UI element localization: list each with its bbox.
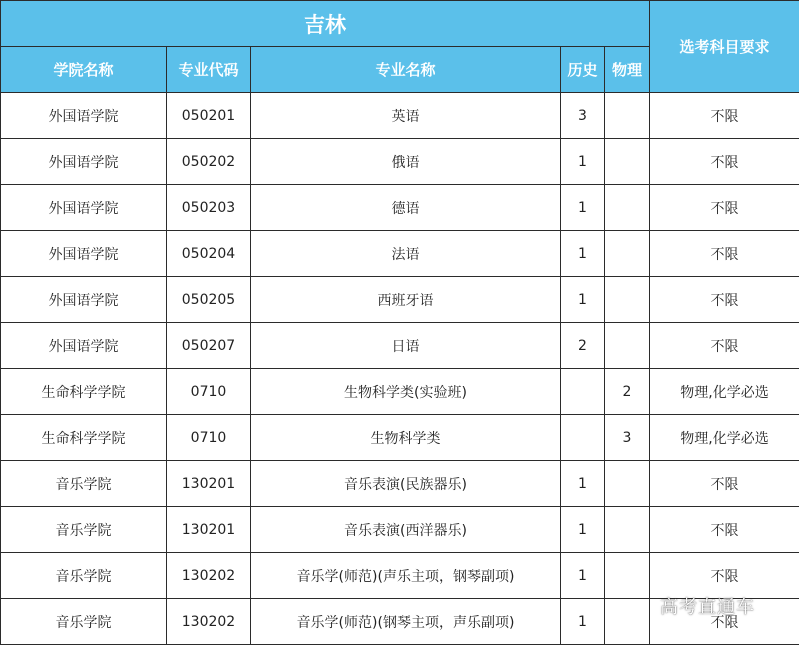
table-title: 吉林 (1, 1, 650, 47)
table-body (1, 93, 799, 645)
cell-college: 外国语学院 (1, 185, 167, 231)
table-row (1, 323, 799, 369)
cell-major: 俄语 (251, 139, 561, 185)
table-row (1, 553, 799, 599)
table-row (1, 461, 799, 507)
cell-code: 050202 (167, 139, 251, 185)
cell-code: 050205 (167, 277, 251, 323)
cell-history: 1 (561, 553, 605, 599)
cell-history: 2 (561, 323, 605, 369)
cell-requirement: 不限 (650, 461, 799, 507)
cell-requirement: 物理,化学必选 (650, 415, 799, 461)
cell-major: 生物科学类 (251, 415, 561, 461)
cell-major: 音乐学(师范)(声乐主项，钢琴副项) (251, 553, 561, 599)
table-row (1, 185, 799, 231)
cell-physics: 3 (605, 415, 650, 461)
cell-history: 1 (561, 461, 605, 507)
cell-physics (605, 93, 650, 139)
table-row (1, 231, 799, 277)
cell-requirement: 不限 (650, 323, 799, 369)
cell-college: 音乐学院 (1, 461, 167, 507)
cell-college: 音乐学院 (1, 553, 167, 599)
cell-physics (605, 553, 650, 599)
header-major: 专业名称 (251, 47, 561, 93)
cell-physics (605, 599, 650, 645)
header-requirement: 选考科目要求 (650, 1, 799, 93)
cell-code: 130202 (167, 599, 251, 645)
cell-major: 日语 (251, 323, 561, 369)
table-row (1, 507, 799, 553)
cell-college: 外国语学院 (1, 231, 167, 277)
cell-history: 1 (561, 139, 605, 185)
cell-physics (605, 231, 650, 277)
cell-college: 外国语学院 (1, 277, 167, 323)
cell-college: 外国语学院 (1, 139, 167, 185)
cell-college: 外国语学院 (1, 323, 167, 369)
cell-physics (605, 507, 650, 553)
header-college: 学院名称 (1, 47, 167, 93)
cell-history: 1 (561, 507, 605, 553)
cell-physics (605, 185, 650, 231)
cell-major: 英语 (251, 93, 561, 139)
table-row (1, 93, 799, 139)
cell-major: 音乐表演(民族器乐) (251, 461, 561, 507)
table-row (1, 369, 799, 415)
cell-code: 050207 (167, 323, 251, 369)
cell-history: 3 (561, 93, 605, 139)
cell-requirement: 不限 (650, 139, 799, 185)
cell-history: 1 (561, 277, 605, 323)
table-row (1, 415, 799, 461)
cell-requirement: 不限 (650, 507, 799, 553)
cell-college: 音乐学院 (1, 507, 167, 553)
cell-major: 音乐表演(西洋器乐) (251, 507, 561, 553)
cell-requirement: 不限 (650, 93, 799, 139)
cell-requirement: 不限 (650, 553, 799, 599)
table-row (1, 139, 799, 185)
cell-code: 130201 (167, 507, 251, 553)
cell-requirement: 物理,化学必选 (650, 369, 799, 415)
cell-college: 音乐学院 (1, 599, 167, 645)
cell-major: 德语 (251, 185, 561, 231)
cell-history (561, 369, 605, 415)
cell-code: 0710 (167, 369, 251, 415)
cell-history: 1 (561, 231, 605, 277)
cell-code: 0710 (167, 415, 251, 461)
table-row (1, 277, 799, 323)
cell-college: 外国语学院 (1, 93, 167, 139)
cell-major: 生物科学类(实验班) (251, 369, 561, 415)
cell-physics (605, 139, 650, 185)
cell-major: 音乐学(师范)(钢琴主项，声乐副项) (251, 599, 561, 645)
cell-major: 法语 (251, 231, 561, 277)
cell-requirement: 不限 (650, 277, 799, 323)
cell-requirement: 不限 (650, 231, 799, 277)
header-history: 历史 (561, 47, 605, 93)
watermark-text: 高考直通车 (660, 597, 755, 618)
cell-code: 130201 (167, 461, 251, 507)
cell-code: 050204 (167, 231, 251, 277)
cell-physics (605, 461, 650, 507)
header-physics: 物理 (605, 47, 650, 93)
cell-requirement: 不限 (650, 185, 799, 231)
cell-history: 1 (561, 599, 605, 645)
cell-history: 1 (561, 185, 605, 231)
cell-code: 050201 (167, 93, 251, 139)
cell-requirement: 不限 (650, 599, 799, 645)
cell-code: 050203 (167, 185, 251, 231)
cell-physics (605, 323, 650, 369)
header-code: 专业代码 (167, 47, 251, 93)
cell-history (561, 415, 605, 461)
cell-code: 130202 (167, 553, 251, 599)
cell-physics (605, 277, 650, 323)
cell-major: 西班牙语 (251, 277, 561, 323)
cell-college: 生命科学学院 (1, 369, 167, 415)
cell-physics: 2 (605, 369, 650, 415)
cell-college: 生命科学学院 (1, 415, 167, 461)
